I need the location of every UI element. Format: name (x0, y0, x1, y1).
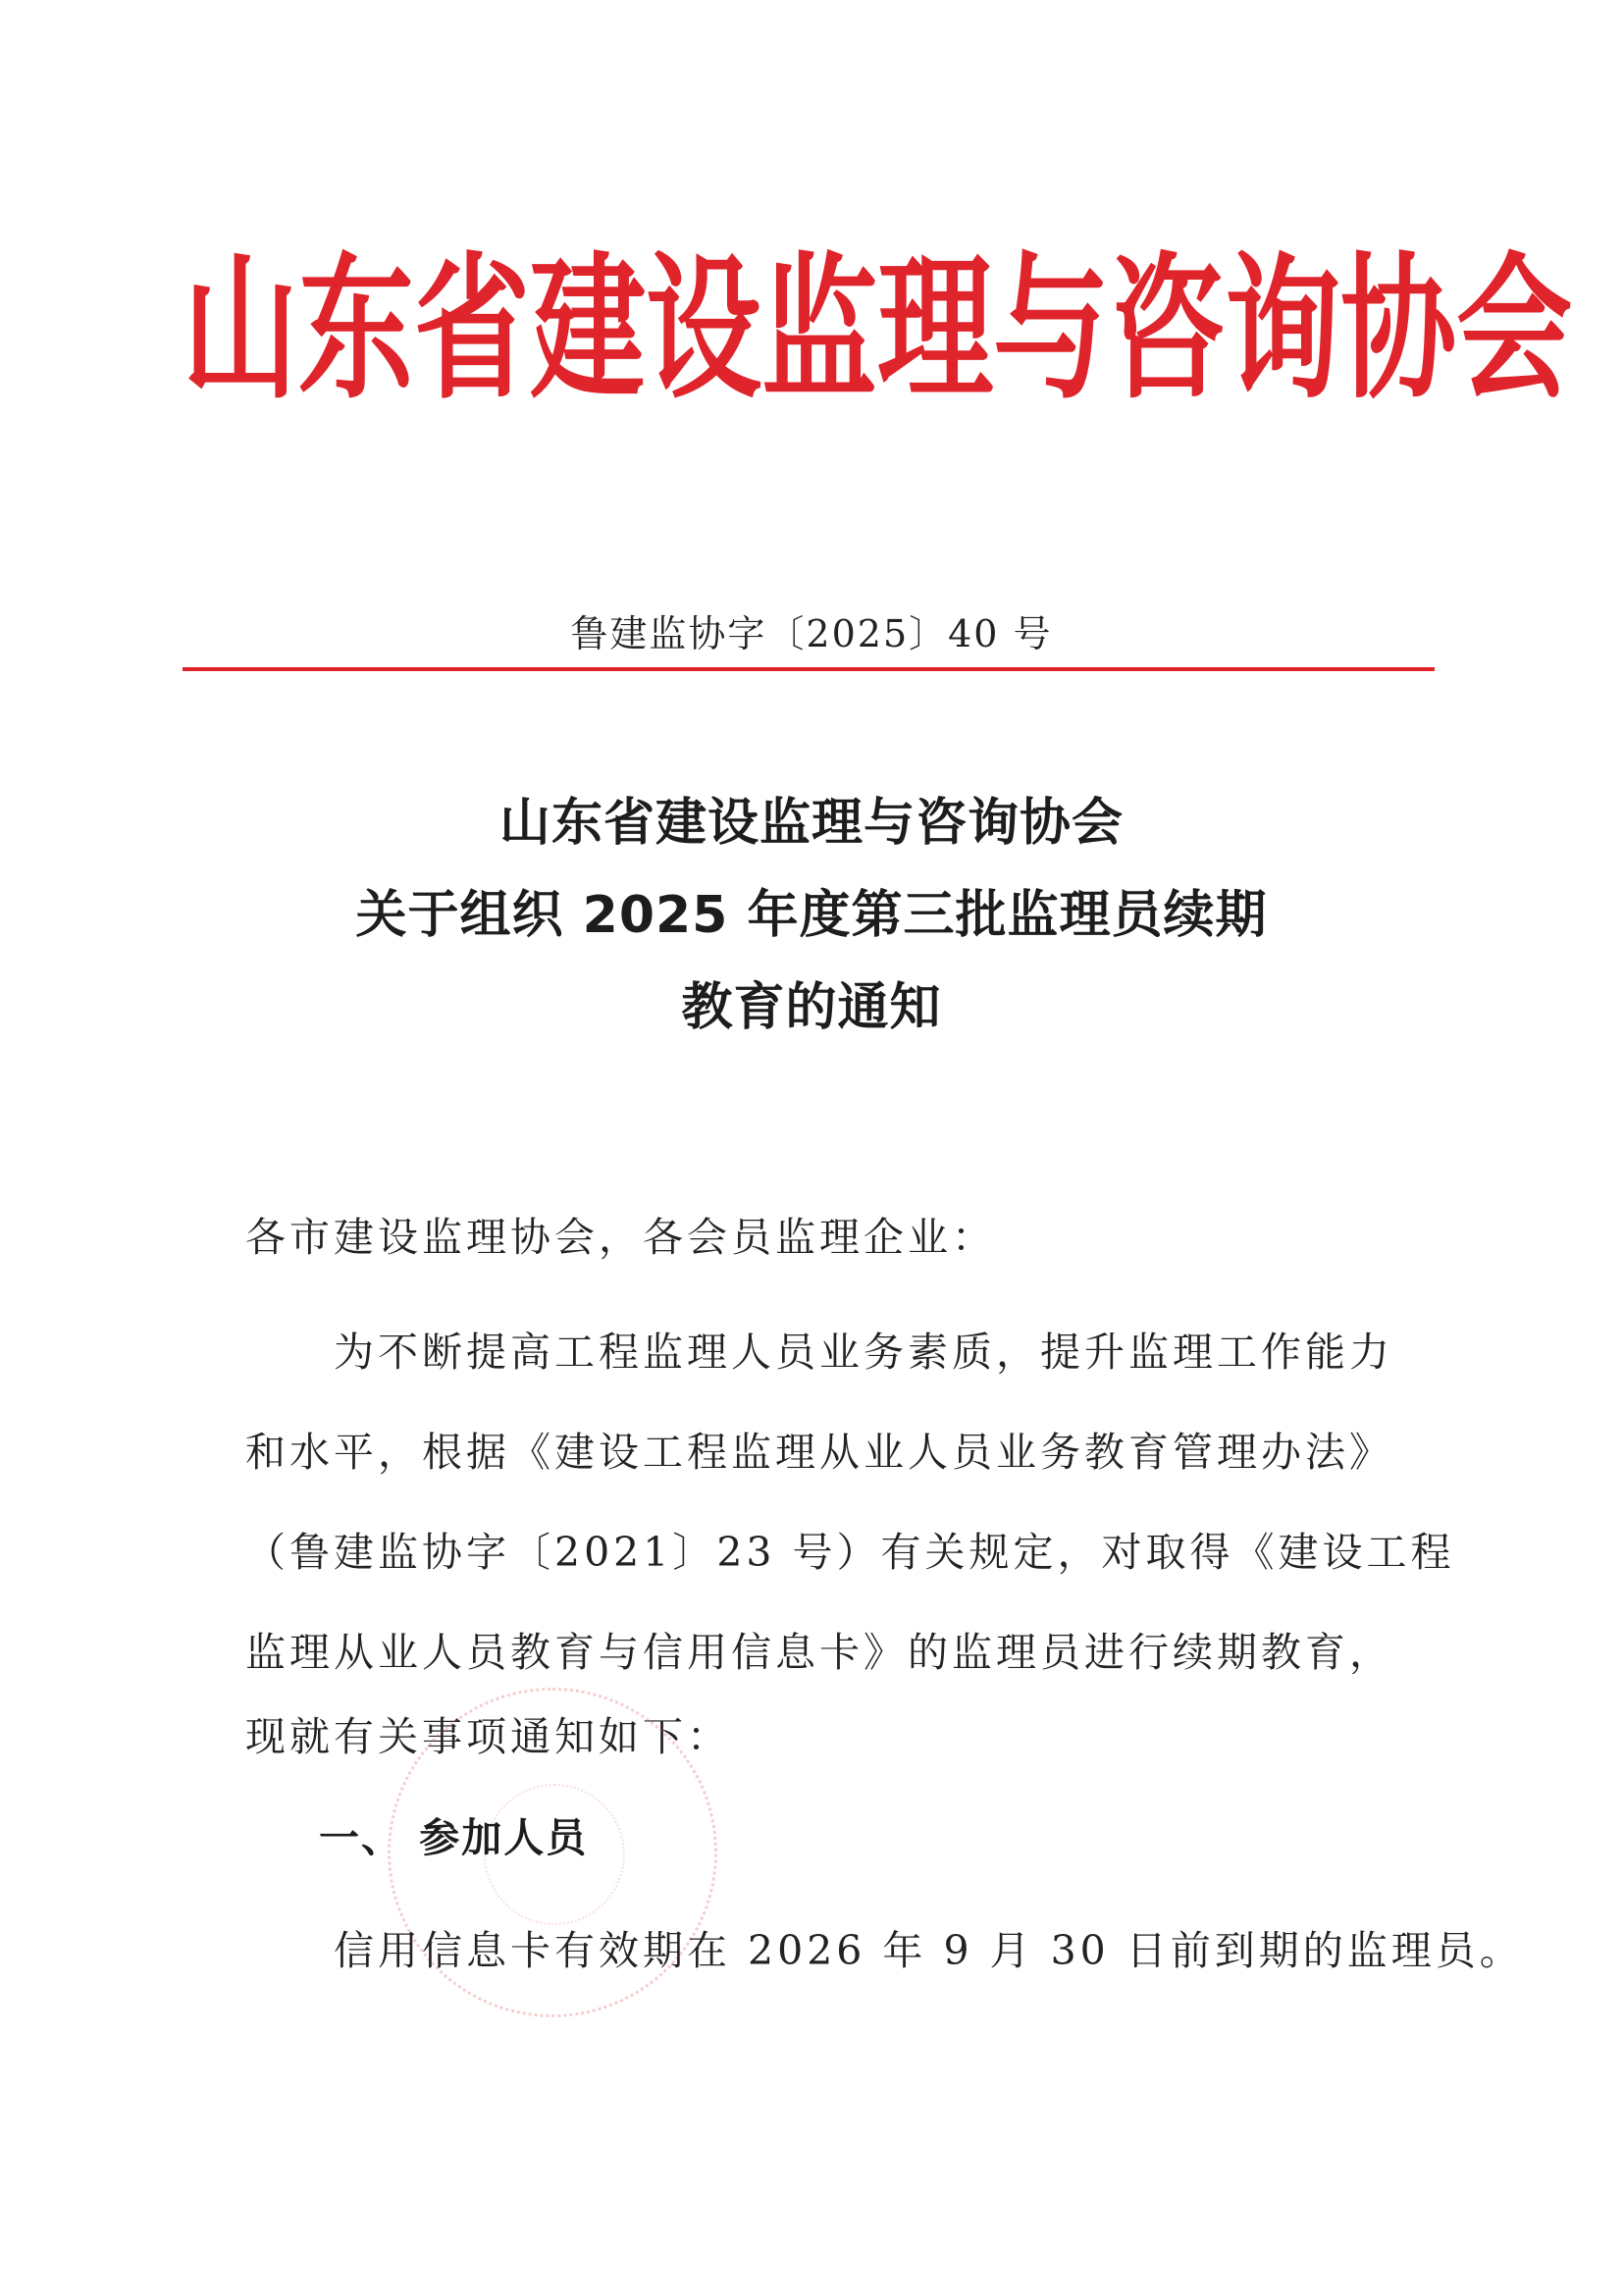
letterhead-char: 与 (993, 236, 1110, 421)
paragraph-line: 和水平，根据《建设工程监理从业人员业务教育管理办法》 (245, 1429, 1393, 1476)
document-title (0, 777, 1623, 1054)
letterhead-char: 理 (877, 236, 994, 421)
paragraph-line: （鲁建监协字〔2021〕23 号）有关规定，对取得《建设工程 (245, 1529, 1455, 1576)
paragraph-line: 监理从业人员教育与信用信息卡》的监理员进行续期教育， (245, 1629, 1393, 1676)
letterhead-char: 询 (1225, 236, 1341, 421)
title-line-2: 关于组织 2025 年度第三批监理员续期 (355, 886, 1268, 945)
salutation: 各市建设监理协会，各会员监理企业： (245, 1214, 996, 1261)
letterhead-char: 山 (183, 236, 299, 421)
section-heading-1: 一、 参加人员 (319, 1814, 589, 1861)
letterhead-char: 协 (1340, 236, 1457, 421)
letterhead (183, 236, 1573, 421)
letterhead-char: 建 (530, 236, 647, 421)
paragraph-line: 现就有关事项通知如下： (245, 1713, 731, 1760)
letterhead-char: 会 (1456, 236, 1573, 421)
red-divider-line (183, 667, 1435, 671)
document-number: 鲁建监协字〔2025〕40 号 (570, 612, 1053, 655)
letterhead-char: 咨 (1109, 236, 1226, 421)
letterhead-char: 东 (298, 236, 415, 421)
title-line-1: 山东省建设监理与咨询协会 (498, 794, 1124, 853)
letterhead-char: 设 (646, 236, 762, 421)
letterhead-char: 监 (761, 236, 878, 421)
section-1-text: 信用信息卡有效期在 2026 年 9 月 30 日前到期的监理员。 (334, 1927, 1524, 1974)
letterhead-char: 省 (414, 236, 531, 421)
paragraph-line: 为不断提高工程监理人员业务素质，提升监理工作能力 (334, 1329, 1393, 1376)
title-line-3: 教育的通知 (681, 978, 942, 1037)
